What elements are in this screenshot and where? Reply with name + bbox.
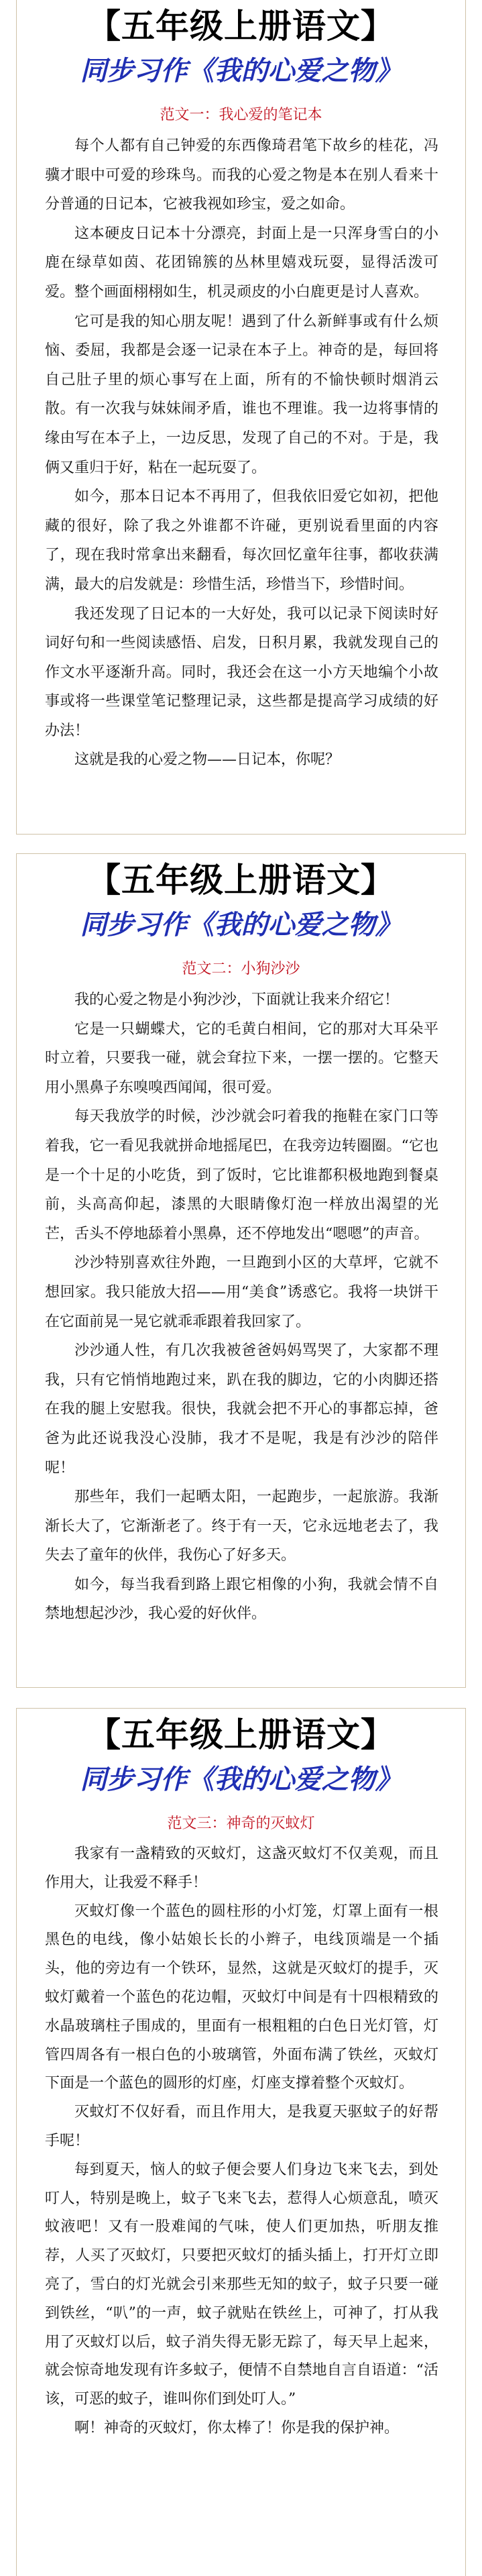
essay-title: 范文一：我心爱的笔记本: [160, 107, 322, 123]
paragraph: 沙沙特别喜欢往外跑，一旦跑到小区的大草坪，它就不想回家。我只能放大招——用“美食”诱惑它。我将一块饼干在它面前晃一晃它就乖乖跟着我回家了。: [45, 1254, 438, 1330]
paragraph: 我的心爱之物是小狗沙沙，下面就让我来介绍它！: [74, 991, 400, 1008]
essay-page-1: [16, 0, 466, 835]
essay-body: [17, 1840, 465, 2443]
main-title: 【五年级上册语文】: [87, 7, 395, 46]
main-title: 【五年级上册语文】: [87, 1715, 395, 1754]
paragraph: 每到夏天，恼人的蚊子便会要人们身边飞来飞去，到处叮人，特别是晚上，蚊子飞来飞去，惹得人心烦意乱，喷灭蚊液吧！又有一股难闻的气味，使人们更加热，听朋友推荐，人买了灭蚊灯，只要把灭蚊灯的插头插上，打开灯立即亮了，雪白的灯光就会引来那些无知的蚊子，蚊子只要一碰到铁丝，“叭”的一声，蚊子就贴在铁丝上，可神了，打从我用了灭蚊灯以后，蚊子消失得无影无踪了，每天早上起来，就会惊奇地发现有许多蚊子，便情不自禁地自言自语道：“活该，可恶的蚊子，谁叫你们到处叮人。”: [45, 2161, 438, 2408]
paragraph: 这本硬皮日记本十分漂亮，封面上是一只浑身雪白的小鹿在绿草如茵、花团锦簇的丛林里嬉戏玩耍，显得活泼可爱。整个画面栩栩如生，机灵顽皮的小白鹿更是讨人喜欢。: [45, 225, 438, 301]
paragraph: 如今，每当我看到路上跟它相像的小狗，我就会情不自禁地想起沙沙，我心爱的好伙伴。: [45, 1576, 438, 1623]
sub-title: 同步习作《我的心爱之物》: [80, 55, 402, 87]
paragraph: 灭蚊灯像一个蓝色的圆柱形的小灯笼，灯罩上面有一根黑色的电线，像小姑娘长长的小辫子，电线顶端是一个插头，他的旁边有一个铁环，显然，这就是灭蚊灯的提手，灭蚊灯戴着一个蓝色的花边帽，灭蚊灯中间是有十四根精致的水晶玻璃柱子围成的，里面有一根粗粗的白色日光灯管，灯管四周各有一根白色的小玻璃管，外面布满了铁丝，灭蚊灯下面是一个蓝色的圆形的灯座，灯座支撑着整个灭蚊灯。: [45, 1902, 438, 2092]
paragraph: 如今，那本日记本不再用了，但我依旧爱它如初，把他藏的很好，除了我之外谁都不许碰，更别说看里面的内容了，现在我时常拿出来翻看，每次回忆童年往事，都收获满满，最大的启发就是：珍惜生活，珍惜当下，珍惜时间。: [45, 488, 438, 593]
main-title: 【五年级上册语文】: [87, 861, 395, 900]
paragraph: 这就是我的心爱之物——日记本，你呢？: [74, 751, 341, 769]
paragraph: 沙沙通人性，有几次我被爸爸妈妈骂哭了，大家都不理我，只有它悄悄地跑过来，趴在我的脚边，它的小肉脚还搭在我的腿上安慰我。很快，我就会把不开心的事都忘掉，爸爸为此还说我没心没肺，我才不是呢，我是有沙沙的陪伴呢！: [45, 1342, 438, 1477]
paragraph: 那些年，我们一起晒太阳，一起跑步，一起旅游。我渐渐长大了，它渐渐老了。终于有一天，它永远地老去了，我失去了童年的伙伴，我伤心了好多天。: [45, 1489, 438, 1564]
essay-page-2: [16, 853, 466, 1688]
paragraph: 它是一只蝴蝶犬，它的毛黄白相间，它的那对大耳朵平时立着，只要我一碰，就会耷拉下来，一摆一摆的。它整天用小黑鼻子东嗅嗅西闻闻，很可爱。: [45, 1020, 438, 1096]
essay-body: [17, 985, 465, 1629]
essay-page-3: [16, 1708, 466, 2576]
paragraph: 灭蚊灯不仅好看，而且作用大，是我夏天驱蚊子的好帮手呢！: [45, 2104, 438, 2149]
paragraph: 啊！神奇的灭蚊灯，你太棒了！你是我的保护神。: [74, 2419, 400, 2436]
paragraph: 我还发现了日记本的一大好处，我可以记录下阅读时好词好句和一些阅读感悟、启发，日积月累，我就发现自己的作文水平逐渐升高。同时，我还会在这一小方天地编个小故事或将一些课堂笔记整理记录，这些都是提高学习成绩的好办法！: [45, 605, 438, 739]
essay-title: 范文三：神奇的灭蚊灯: [167, 1815, 315, 1832]
sub-title: 同步习作《我的心爱之物》: [80, 909, 402, 941]
paragraph: 它可是我的知心朋友呢！遇到了什么新鲜事或有什么烦恼、委屈，我都是会逐一记录在本子上。神奇的是，每回将自己肚子里的烦心事写在上面，所有的不愉快顿时烟消云散。有一次我与妹妹闹矛盾，谁也不理谁。我一边将事情的缘由写在本子上，一边反思，发现了自己的不对。于是，我俩又重归于好，粘在一起玩耍了。: [45, 313, 438, 476]
essay-title: 范文二：小狗沙沙: [182, 961, 300, 977]
paragraph: 每天我放学的时候，沙沙就会叼着我的拖鞋在家门口等着我，它一看见我就拼命地摇尾巴，在我旁边转圈圈。“它也是一个十足的小吃货，到了饭时，它比谁都积极地跑到餐桌前，头高高仰起，漆黑的大眼睛像灯泡一样放出渴望的光芒，舌头不停地舔着小黑鼻，还不停地发出“嗯嗯”的声音。: [45, 1108, 438, 1242]
essay-body: [17, 131, 465, 775]
paragraph: 我家有一盏精致的灭蚊灯，这盏灭蚊灯不仅美观，而且作用大，让我爱不释手！: [45, 1845, 438, 1891]
sub-title: 同步习作《我的心爱之物》: [80, 1764, 402, 1795]
paragraph: 每个人都有自己钟爱的东西像琦君笔下故乡的桂花，冯骥才眼中可爱的珍珠鸟。而我的心爱之物是本在别人看来十分普通的日记本，它被我视如珍宝，爱之如命。: [45, 138, 438, 213]
